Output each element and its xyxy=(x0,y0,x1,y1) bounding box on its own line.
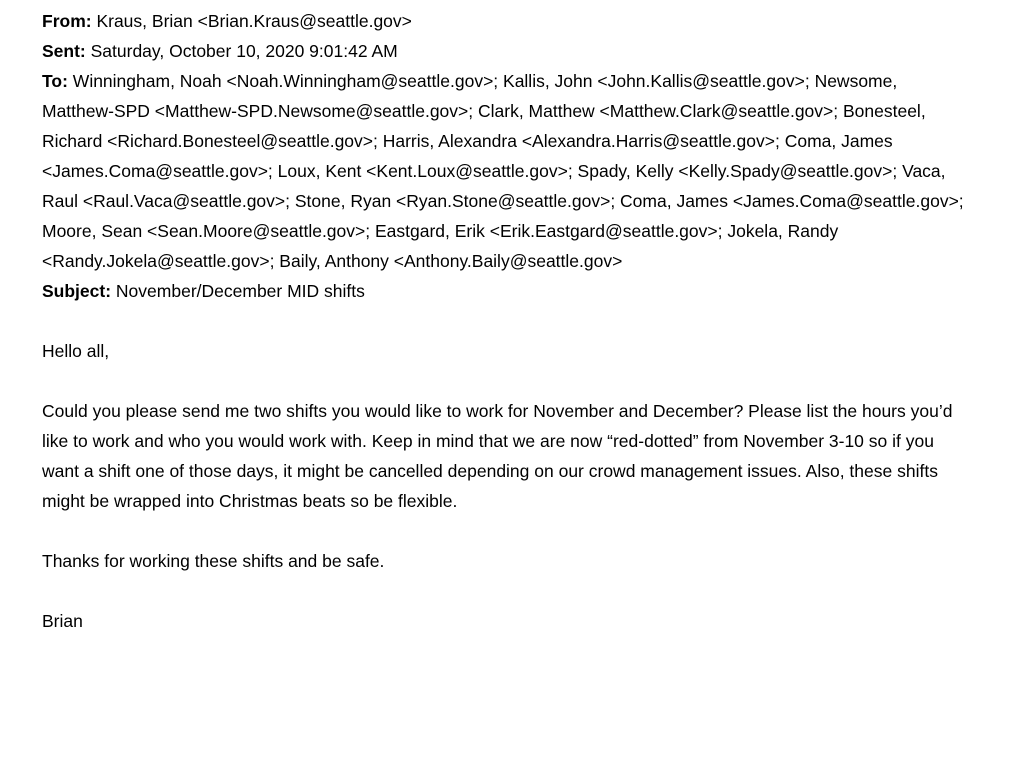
to-label: To: xyxy=(42,71,68,91)
sent-label: Sent: xyxy=(42,41,86,61)
email-paragraph-1: Could you please send me two shifts you would like to work for November and December? Please list the hours you’d like to work and who you would work with. Keep in mind that we are now “red-dotted” from November 3-10 so if you want a shift one of those days, it might be cancelled depending on our crowd management issues. Also, these shifts might be wrapped into Christmas beats so be flexible. xyxy=(42,401,953,511)
email-header-sent xyxy=(42,36,964,66)
to-value: Winningham, Noah <Noah.Winningham@seattle.gov>; Kallis, John <John.Kallis@seattle.gov>; Newsome, Matthew-SPD <Matthew-SPD.Newsome@seattle.gov>; Clark, Matthew <Matthew.Clark@seattle.gov>; Bonesteel, Richard <Richard.Bonesteel@seattle.gov>; Harris, Alexandra <Alexandra.Harris@seattle.gov>; Coma, James <James.Coma@seattle.gov>; Loux, Kent <Kent.Loux@seattle.gov>; Spady, Kelly <Kelly.Spady@seattle.gov>; Vaca, Raul <Raul.Vaca@seattle.gov>; Stone, Ryan <Ryan.Stone@seattle.gov>; Coma, James <James.Coma@seattle.gov>; Moore, Sean <Sean.Moore@seattle.gov>; Eastgard, Erik <Erik.Eastgard@seattle.gov>; Jokela, Randy <Randy.Jokela@seattle.gov>; Baily, Anthony <Anthony.Baily@seattle.gov> xyxy=(42,71,964,271)
spacer xyxy=(42,366,964,396)
subject-value: November/December MID shifts xyxy=(115,281,365,301)
email-message xyxy=(42,6,964,636)
email-greeting: Hello all, xyxy=(42,341,110,361)
from-value: Kraus, Brian <Brian.Kraus@seattle.gov> xyxy=(96,11,412,31)
spacer xyxy=(42,306,964,336)
sent-value: Saturday, October 10, 2020 9:01:42 AM xyxy=(90,41,398,61)
email-signature: Brian xyxy=(42,611,83,631)
spacer xyxy=(42,516,964,546)
subject-label: Subject: xyxy=(42,281,112,301)
from-label: From: xyxy=(42,11,92,31)
email-header-from xyxy=(42,6,964,36)
email-header-subject xyxy=(42,276,964,306)
email-paragraph-2: Thanks for working these shifts and be safe. xyxy=(42,551,385,571)
email-header-to xyxy=(42,66,964,276)
spacer xyxy=(42,576,964,606)
